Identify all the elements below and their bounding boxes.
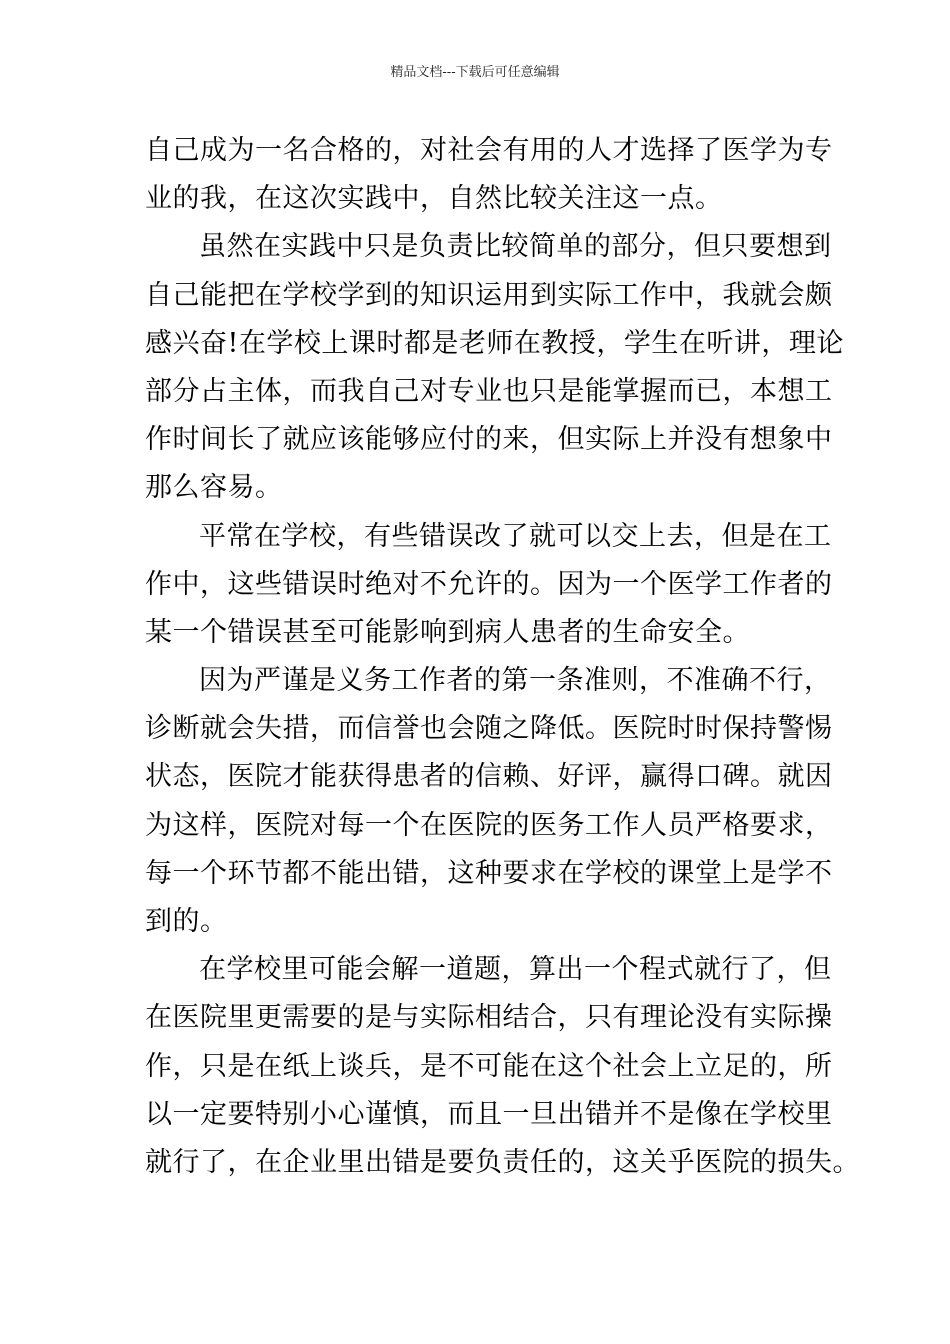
text-line: 感兴奋!在学校上课时都是老师在教授，学生在听讲，理论: [145, 327, 844, 359]
text-line: 作，只是在纸上谈兵，是不可能在这个社会上立足的，所: [145, 1050, 833, 1082]
paragraph-5: [145, 946, 860, 1187]
text-line: 每一个环节都不能出错，这种要求在学校的课堂上是学不: [145, 857, 833, 889]
text-line: 自己成为一名合格的，对社会有用的人才选择了医学为专: [145, 135, 833, 166]
text-line: 某一个错误甚至可能影响到病人患者的生命安全。: [145, 616, 750, 648]
text-line: 作时间长了就应该能够应付的来，但实际上并没有想象中: [145, 424, 833, 456]
text-line: 在医院里更需要的是与实际相结合，只有理论没有实际操: [145, 1002, 833, 1034]
text-line: 因为严谨是义务工作者的第一条准则，不准确不行，: [199, 665, 832, 697]
paragraph-4: [145, 657, 833, 946]
text-line: 部分占主体，而我自己对专业也只是能掌握而已，本想工: [145, 375, 833, 407]
text-line: 作中，这些错误时绝对不允许的。因为一个医学工作者的: [145, 568, 833, 600]
text-line: 诊断就会失措，而信誉也会随之降低。医院时时保持警惕: [145, 713, 833, 745]
text-line: 状态，医院才能获得患者的信赖、好评，赢得口碑。就因: [145, 761, 833, 793]
paragraph-3: [145, 513, 833, 658]
paragraph-1: [145, 127, 833, 223]
text-line: 虽然在实践中只是负责比较简单的部分，但只要想到: [199, 231, 832, 263]
text-line: 平常在学校，有些错误改了就可以交上去，但是在工: [199, 520, 832, 552]
text-line: 以一定要特别小心谨慎，而且一旦出错并不是像在学校里: [145, 1098, 833, 1130]
text-line: 自己能把在学校学到的知识运用到实际工作中，我就会颇: [145, 279, 833, 311]
text-line: 为这样，医院对每一个在医院的医务工作人员严格要求，: [145, 809, 833, 841]
paragraph-2: [145, 223, 844, 512]
text-line: 就行了，在企业里出错是要负责任的，这关乎医院的损失。: [145, 1146, 860, 1178]
text-line: 那么容易。: [145, 472, 283, 504]
page-header: 精品文档---下载后可任意编辑: [390, 65, 560, 80]
text-line: 在学校里可能会解一道题，算出一个程式就行了，但: [199, 954, 832, 986]
text-line: 到的。: [145, 906, 228, 937]
document-body: [145, 127, 860, 1187]
text-line: 业的我，在这次实践中，自然比较关注这一点。: [145, 183, 723, 215]
